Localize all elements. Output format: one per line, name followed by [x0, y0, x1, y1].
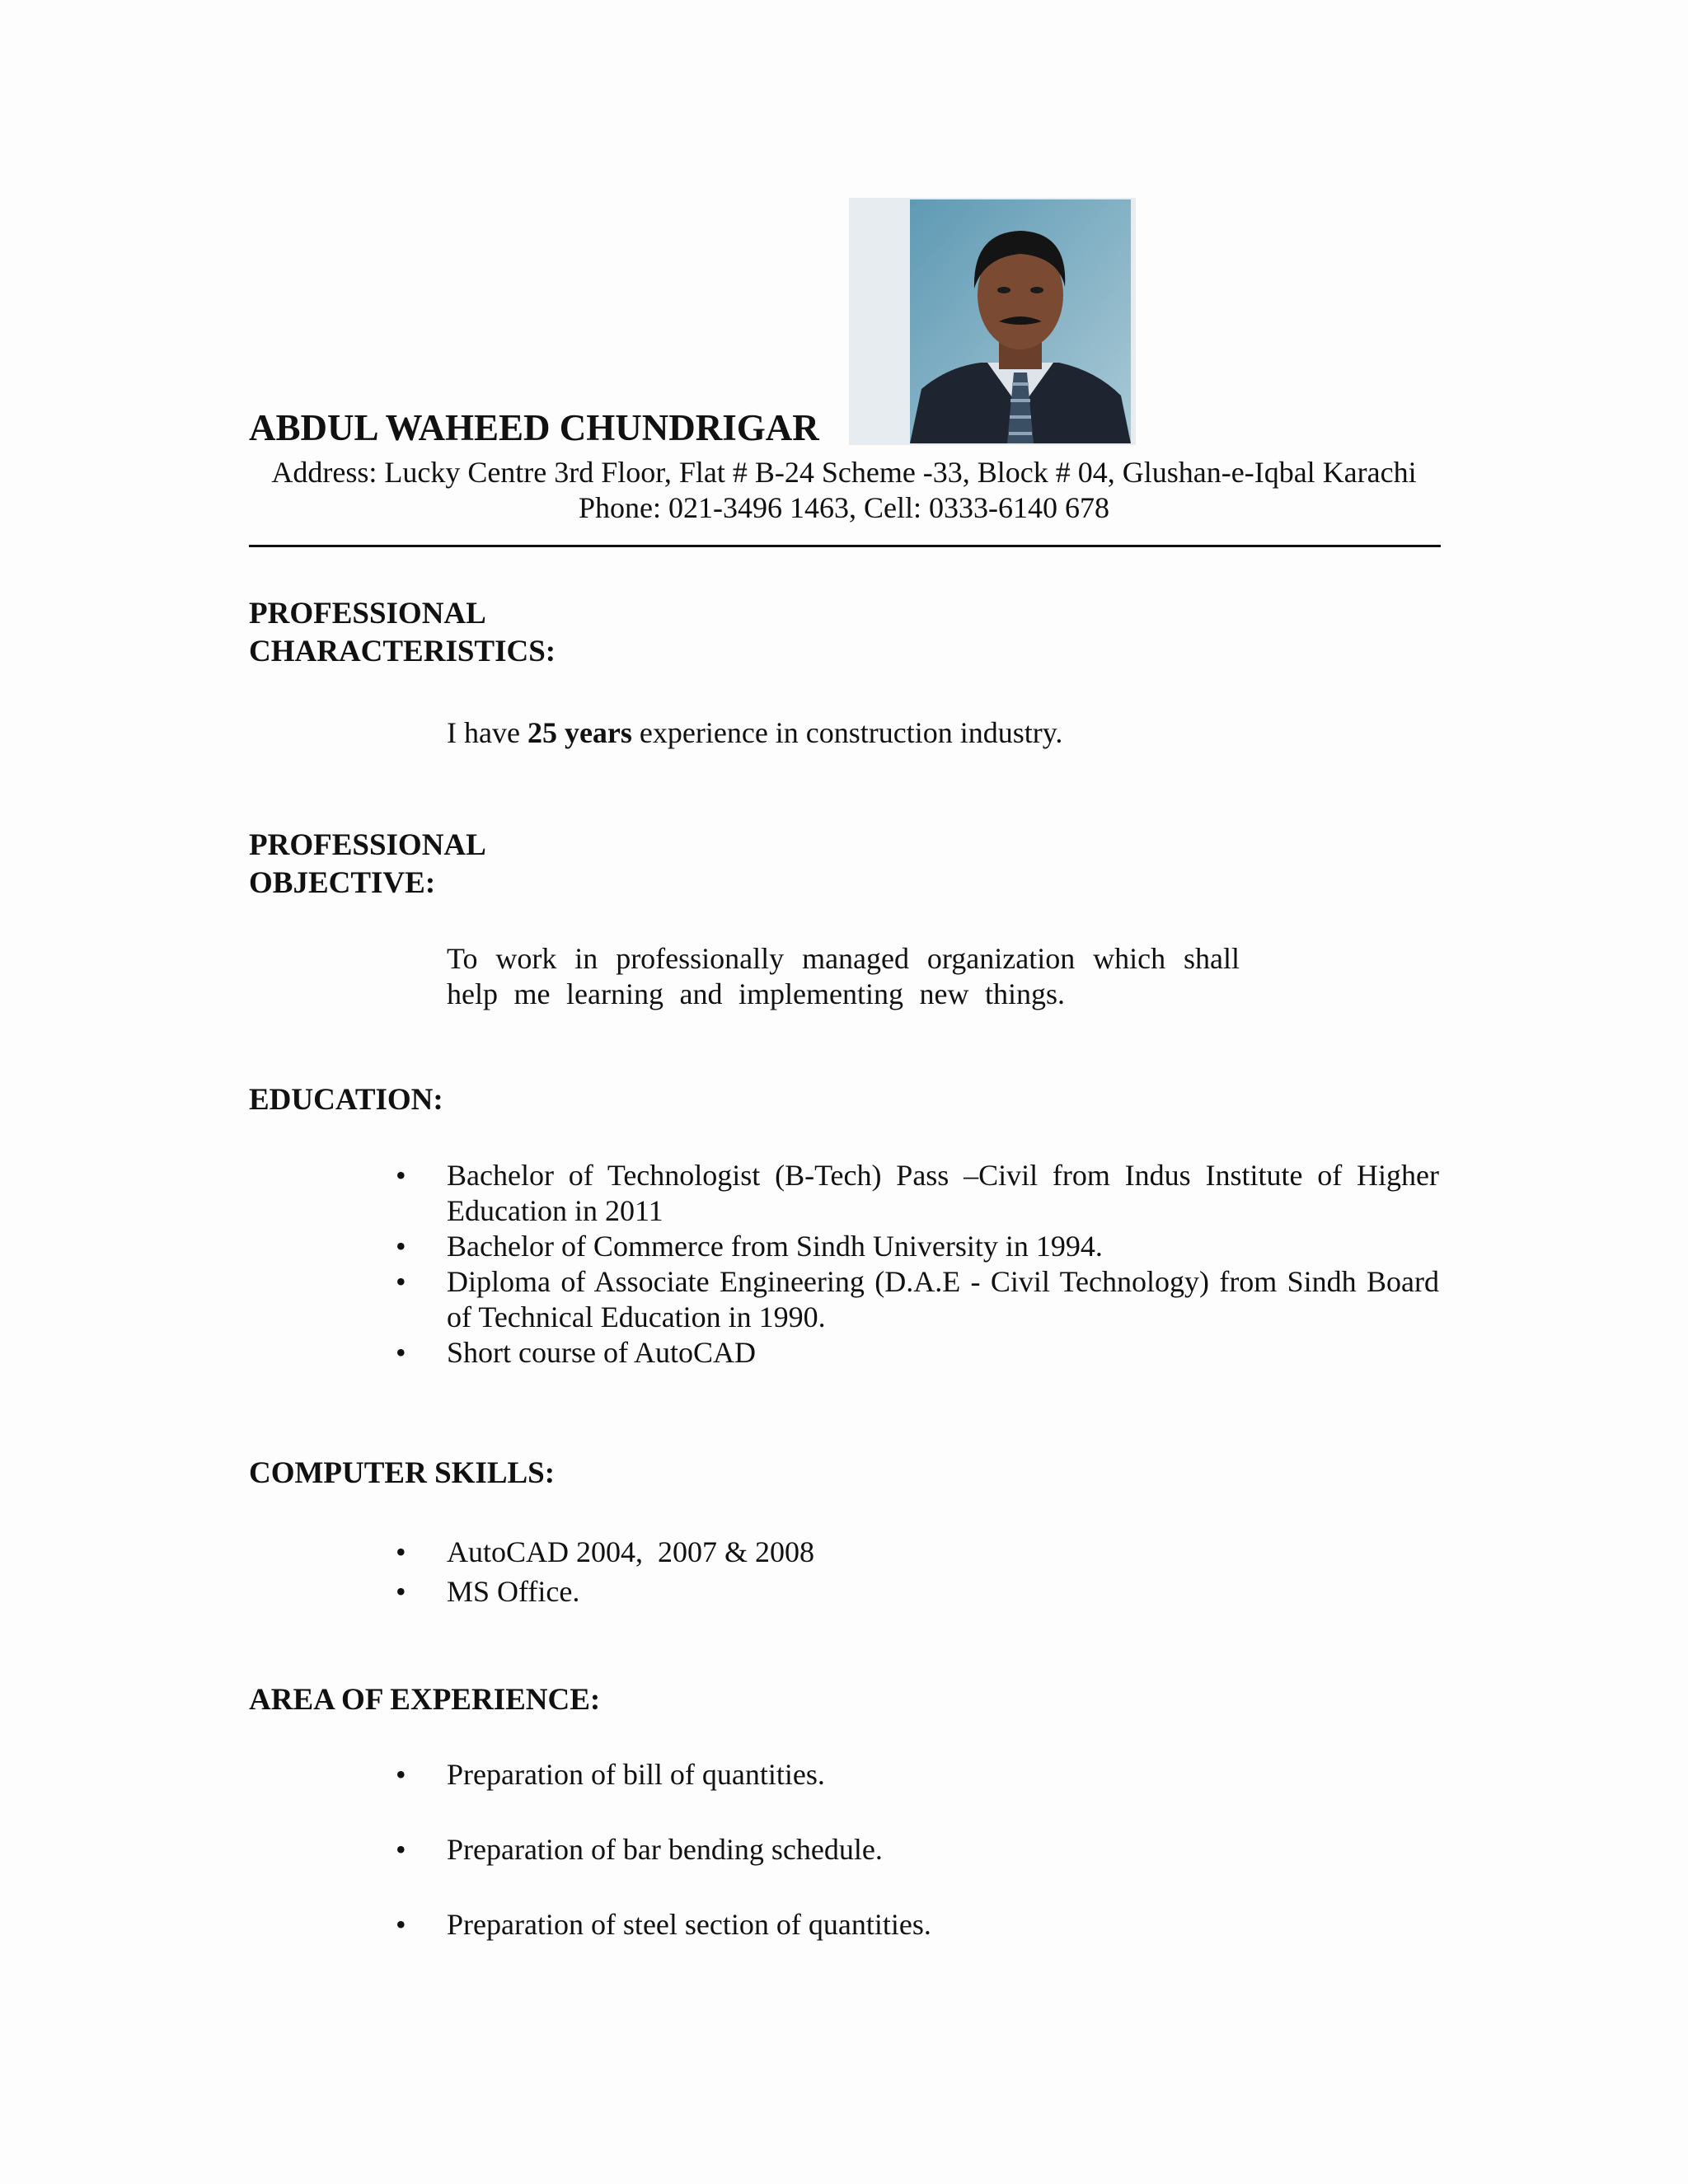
list-item: • Preparation of steel section of quantities. [396, 1908, 931, 1941]
header-divider [249, 545, 1441, 547]
list-item: • Preparation of bill of quantities. [396, 1758, 825, 1791]
computer-skills-list [396, 1532, 1439, 1611]
list-item: • Short course of AutoCAD [396, 1336, 756, 1369]
phone-line: Phone: 021-3496 1463, Cell: 0333-6140 678 [579, 491, 1109, 524]
profile-photo [849, 198, 1136, 445]
list-item: • MS Office. [396, 1572, 1439, 1611]
bullet-icon: • [396, 1908, 406, 1941]
section-heading-experience: AREA OF EXPERIENCE: [249, 1683, 601, 1717]
bullet-icon: • [396, 1833, 406, 1866]
address-line: Address: Lucky Centre 3rd Floor, Flat # B-24 Scheme -33, Block # 04, Glushan-e-Iqbal Karachi [271, 456, 1417, 489]
list-item: • Preparation of bar bending schedule. [396, 1833, 883, 1866]
list-item: • Bachelor of Commerce from Sindh University in 1994. [396, 1230, 1103, 1263]
list-item: • Diploma of Associate Engineering (D.A.E - Civil Technology) from Sindh Board of Technical Education in 1990. [396, 1265, 1439, 1333]
objective-line-1: To work in professionally managed organization which shall [447, 942, 1240, 975]
section-heading-computer-skills: COMPUTER SKILLS: [249, 1456, 556, 1490]
list-item: • AutoCAD 2004, 2007 & 2008 [396, 1532, 1439, 1572]
section-heading-education: EDUCATION: [249, 1083, 443, 1117]
bullet-icon: • [396, 1159, 406, 1192]
candidate-name: ABDUL WAHEED CHUNDRIGAR [249, 407, 819, 448]
objective-line-2: help me learning and implementing new things. [447, 977, 1065, 1010]
bullet-icon: • [396, 1265, 406, 1298]
list-item: • Bachelor of Technologist (B-Tech) Pass –Civil from Indus Institute of Higher Education in 2011 [396, 1159, 1439, 1227]
education-list [396, 1158, 1439, 1371]
characteristics-text: I have 25 years experience in construction industry. [447, 716, 1063, 749]
bullet-icon: • [396, 1336, 406, 1369]
experience-list [396, 1757, 1439, 1943]
bullet-icon: • [396, 1535, 406, 1568]
bullet-icon: • [396, 1230, 406, 1263]
section-heading-characteristics: PROFESSIONAL CHARACTERISTICS: [249, 597, 556, 669]
bullet-icon: • [396, 1575, 406, 1608]
bullet-icon: • [396, 1758, 406, 1791]
section-heading-objective: PROFESSIONAL OBJECTIVE: [249, 828, 486, 901]
